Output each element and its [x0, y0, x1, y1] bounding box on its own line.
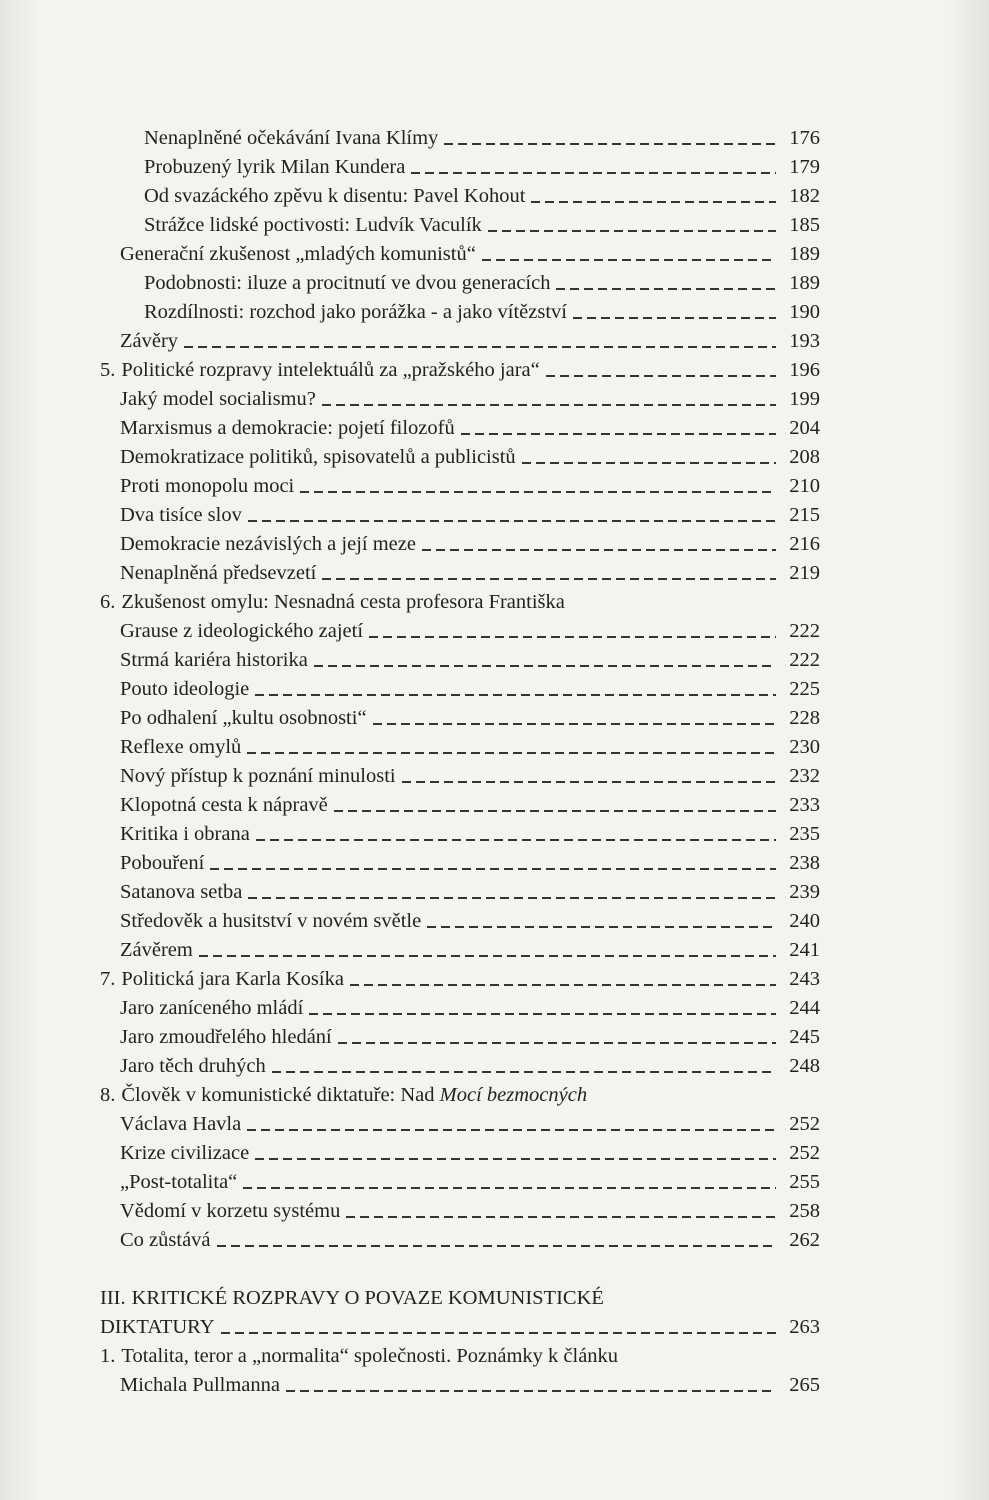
entry-title-text: Grause z ideologického zajetí: [120, 620, 364, 642]
entry-title-text: Totalita, teror a „normalita“ společnosti. Poznámky k článku: [121, 1345, 619, 1367]
toc-entry: [100, 472, 820, 501]
entry-title: [120, 1371, 280, 1400]
toc-entry: [100, 965, 820, 994]
toc-entry: [100, 1052, 820, 1081]
dot-leader: [221, 1332, 776, 1334]
toc-entry: [100, 298, 820, 327]
entry-title: [120, 820, 250, 849]
page-number: 230: [789, 736, 820, 758]
toc-entry: [100, 1226, 820, 1255]
page-number: 219: [789, 562, 820, 584]
toc-entry: [100, 1110, 820, 1139]
entry-title: [144, 269, 550, 298]
entry-number: 6.: [100, 591, 116, 613]
toc-entry: [100, 704, 820, 733]
toc-entry: [100, 936, 820, 965]
page-number: 190: [789, 301, 820, 323]
page-number: 244: [789, 997, 820, 1019]
toc-entry: [100, 1342, 820, 1371]
entry-title: [144, 124, 438, 153]
section-gap: [100, 1255, 820, 1284]
page-number: 196: [789, 359, 820, 381]
entry-title-text: Demokracie nezávislých a její meze: [120, 533, 416, 555]
toc-entry: [100, 153, 820, 182]
toc-entry: [100, 385, 820, 414]
toc-entry: [100, 878, 820, 907]
dot-leader: [247, 752, 776, 754]
toc-entry: [100, 182, 820, 211]
entry-number: 8.: [100, 1084, 116, 1106]
dot-leader: [322, 578, 776, 580]
entry-title: [121, 1342, 618, 1371]
entry-title-text: Marxismus a demokracie: pojetí filozofů: [120, 417, 455, 439]
entry-title: [120, 907, 421, 936]
toc-entry: [100, 240, 820, 269]
toc-entry: [100, 501, 820, 530]
toc-entry: [100, 1197, 820, 1226]
entry-title-text: Kritika i obrana: [120, 823, 250, 845]
entry-title-text: Středověk a husitství v novém světle: [120, 910, 422, 932]
page-number: 176: [789, 127, 820, 149]
entry-number: 1.: [100, 1345, 116, 1367]
dot-leader: [309, 1013, 776, 1015]
page-number: 222: [789, 649, 820, 671]
dot-leader: [422, 549, 776, 551]
dot-leader: [322, 404, 776, 406]
entry-title: [121, 588, 564, 617]
entry-title-text: Člověk v komunistické diktatuře: Nad: [121, 1084, 440, 1106]
entry-title-text: Co zůstává: [120, 1229, 211, 1251]
entry-title-text: Od svazáckého zpěvu k disentu: Pavel Kohout: [144, 185, 526, 207]
dot-leader: [427, 926, 776, 928]
entry-number: 5.: [100, 359, 116, 381]
dot-leader: [243, 1187, 776, 1189]
entry-title-text: Strážce lidské poctivosti: Ludvík Vaculík: [144, 214, 482, 236]
toc-entry: [100, 1168, 820, 1197]
page-number: 189: [789, 272, 820, 294]
dot-leader: [546, 375, 776, 377]
page-number: 248: [789, 1055, 820, 1077]
entry-title: [120, 791, 328, 820]
page-number: 241: [789, 939, 820, 961]
entry-title: [120, 472, 294, 501]
entry-title: [100, 1313, 215, 1342]
entry-title-text: Probuzený lyrik Milan Kundera: [144, 156, 406, 178]
entry-title: [120, 1052, 266, 1081]
toc-entry: [100, 646, 820, 675]
dot-leader: [411, 172, 776, 174]
entry-number: III.: [100, 1287, 126, 1309]
page-number: 245: [789, 1026, 820, 1048]
toc-entry: [100, 443, 820, 472]
entry-title-text: Závěry: [120, 330, 179, 352]
page-number: 199: [789, 388, 820, 410]
dot-leader: [482, 259, 776, 261]
toc-entry: [100, 820, 820, 849]
dot-leader: [444, 143, 776, 145]
page-number: 216: [789, 533, 820, 555]
entry-title: [120, 1023, 332, 1052]
table-of-contents: [100, 124, 820, 1400]
entry-title: [144, 153, 405, 182]
entry-title: [120, 675, 249, 704]
entry-title: [144, 182, 525, 211]
entry-title-text: Politické rozpravy intelektuálů za „pražského jara“: [121, 359, 540, 381]
entry-title-text: Pouto ideologie: [120, 678, 250, 700]
entry-title-text: Nový přístup k poznání minulosti: [120, 765, 396, 787]
entry-title-text: Satanova setba: [120, 881, 243, 903]
page-number: 243: [789, 968, 820, 990]
entry-title: [120, 385, 316, 414]
page-number: 182: [789, 185, 820, 207]
page-number: 215: [789, 504, 820, 526]
page-number: 232: [789, 765, 820, 787]
entry-title-text: Nenaplněné očekávání Ivana Klímy: [144, 127, 439, 149]
dot-leader: [402, 781, 776, 783]
page-number: 238: [789, 852, 820, 874]
entry-title: [120, 240, 476, 269]
page-number: 208: [789, 446, 820, 468]
page-number: 258: [789, 1200, 820, 1222]
entry-title: [120, 762, 396, 791]
page-number: 193: [789, 330, 820, 352]
entry-title: [120, 936, 193, 965]
toc-entry: [100, 124, 820, 153]
page-number: 222: [789, 620, 820, 642]
toc-entry: [100, 211, 820, 240]
page-number: 233: [789, 794, 820, 816]
toc-entry: [100, 617, 820, 646]
dot-leader: [556, 288, 776, 290]
entry-title: [120, 733, 241, 762]
entry-title: [120, 849, 204, 878]
entry-number: 7.: [100, 968, 116, 990]
toc-entry: [100, 559, 820, 588]
entry-title: [120, 646, 308, 675]
entry-title-text: Proti monopolu moci: [120, 475, 295, 497]
toc-entry: [100, 849, 820, 878]
dot-leader: [248, 520, 776, 522]
entry-title-text: Pobouření: [120, 852, 205, 874]
entry-title-text: Klopotná cesta k nápravě: [120, 794, 328, 816]
page-number: 235: [789, 823, 820, 845]
page-number: 265: [789, 1374, 820, 1396]
dot-leader: [573, 317, 776, 319]
dot-leader: [373, 723, 776, 725]
entry-title-text: Jaro těch druhých: [120, 1055, 266, 1077]
dot-leader: [314, 665, 776, 667]
page-number: 263: [789, 1316, 820, 1338]
toc-entry: [100, 1139, 820, 1168]
page-number: 252: [789, 1113, 820, 1135]
entry-title-text: „Post-totalita“: [120, 1171, 238, 1193]
entry-title: [120, 443, 516, 472]
dot-leader: [255, 694, 776, 696]
dot-leader: [256, 839, 776, 841]
page-number: 204: [789, 417, 820, 439]
toc-entry: [100, 269, 820, 298]
dot-leader: [338, 1042, 776, 1044]
dot-leader: [531, 201, 776, 203]
entry-title-text: Po odhalení „kultu osobnosti“: [120, 707, 367, 729]
dot-leader: [346, 1216, 776, 1218]
dot-leader: [286, 1390, 776, 1392]
page-number: 240: [789, 910, 820, 932]
entry-title-text: Jaro zmoudřelého hledání: [120, 1026, 332, 1048]
entry-title-emphasis: Mocí bezmocných: [439, 1084, 588, 1106]
page-number: 179: [789, 156, 820, 178]
toc-entry: [100, 733, 820, 762]
entry-title: [120, 878, 242, 907]
entry-title-text: DIKTATURY: [100, 1316, 215, 1338]
entry-title-text: Václava Havla: [120, 1113, 242, 1135]
dot-leader: [350, 984, 776, 986]
entry-title-text: Závěrem: [120, 939, 193, 961]
entry-title-text: Krize civilizace: [120, 1142, 250, 1164]
entry-title-text: Strmá kariéra historika: [120, 649, 308, 671]
entry-title: [120, 530, 416, 559]
entry-title: [144, 298, 567, 327]
page-number: 255: [789, 1171, 820, 1193]
page-number: 262: [789, 1229, 820, 1251]
toc-entry: [100, 1081, 820, 1110]
entry-title: [144, 211, 482, 240]
toc-entry: [100, 675, 820, 704]
page-edge-shadow: [949, 0, 989, 1500]
entry-title-text: Zkušenost omylu: Nesnadná cesta profesora Františka: [121, 591, 565, 613]
entry-title-text: Michala Pullmanna: [120, 1374, 280, 1396]
dot-leader: [488, 230, 776, 232]
page-number: 225: [789, 678, 820, 700]
toc-entry: [100, 588, 820, 617]
dot-leader: [217, 1245, 776, 1247]
entry-title-text: Rozdílnosti: rozchod jako porážka - a jako vítězství: [144, 301, 567, 323]
page-number: 228: [789, 707, 820, 729]
dot-leader: [522, 462, 776, 464]
entry-title-text: Jaký model socialismu?: [120, 388, 316, 410]
entry-title-text: Dva tisíce slov: [120, 504, 242, 526]
page-number: 185: [789, 214, 820, 236]
entry-title-text: Nenaplněná předsevzetí: [120, 562, 317, 584]
page-number: 252: [789, 1142, 820, 1164]
dot-leader: [272, 1071, 776, 1073]
dot-leader: [255, 1158, 776, 1160]
entry-title: [121, 356, 539, 385]
dot-leader: [300, 491, 776, 493]
entry-title: [120, 559, 316, 588]
entry-title-text: Demokratizace politiků, spisovatelů a publicistů: [120, 446, 516, 468]
entry-title: [121, 1081, 587, 1110]
entry-title: [120, 994, 303, 1023]
dot-leader: [369, 636, 776, 638]
dot-leader: [184, 346, 776, 348]
page-number: 239: [789, 881, 820, 903]
toc-entry: [100, 414, 820, 443]
entry-title-text: Podobnosti: iluze a procitnutí ve dvou generacích: [144, 272, 551, 294]
dot-leader: [248, 897, 776, 899]
toc-entry: [100, 762, 820, 791]
entry-title-text: Politická jara Karla Kosíka: [121, 968, 344, 990]
toc-entry: [100, 356, 820, 385]
entry-title: [120, 501, 242, 530]
entry-title-text: Jaro zaníceného mládí: [120, 997, 304, 1019]
entry-title: [121, 965, 344, 994]
entry-title: [120, 1139, 249, 1168]
dot-leader: [247, 1129, 776, 1131]
entry-title: [120, 704, 367, 733]
toc-entry: [100, 1023, 820, 1052]
entry-title-text: Vědomí v korzetu systému: [120, 1200, 341, 1222]
entry-title: [120, 1168, 237, 1197]
toc-entry: [100, 1371, 820, 1400]
entry-title: [132, 1284, 604, 1313]
toc-entry: [100, 994, 820, 1023]
toc-entry: [100, 791, 820, 820]
toc-entry: [100, 530, 820, 559]
entry-title-text: Reflexe omylů: [120, 736, 242, 758]
entry-title: [120, 327, 178, 356]
entry-title-text: Generační zkušenost „mladých komunistů“: [120, 243, 476, 265]
entry-title: [120, 617, 363, 646]
entry-title: [120, 1226, 211, 1255]
toc-entry: [100, 1313, 820, 1342]
toc-entry: [100, 327, 820, 356]
dot-leader: [210, 868, 776, 870]
entry-title: [120, 1110, 241, 1139]
page-number: 189: [789, 243, 820, 265]
dot-leader: [461, 433, 776, 435]
dot-leader: [334, 810, 776, 812]
entry-title-text: KRITICKÉ ROZPRAVY O POVAZE KOMUNISTICKÉ: [131, 1287, 604, 1309]
dot-leader: [199, 955, 776, 957]
entry-title: [120, 1197, 340, 1226]
toc-entry: [100, 907, 820, 936]
entry-title: [120, 414, 455, 443]
page-number: 210: [789, 475, 820, 497]
toc-entry: [100, 1284, 820, 1313]
